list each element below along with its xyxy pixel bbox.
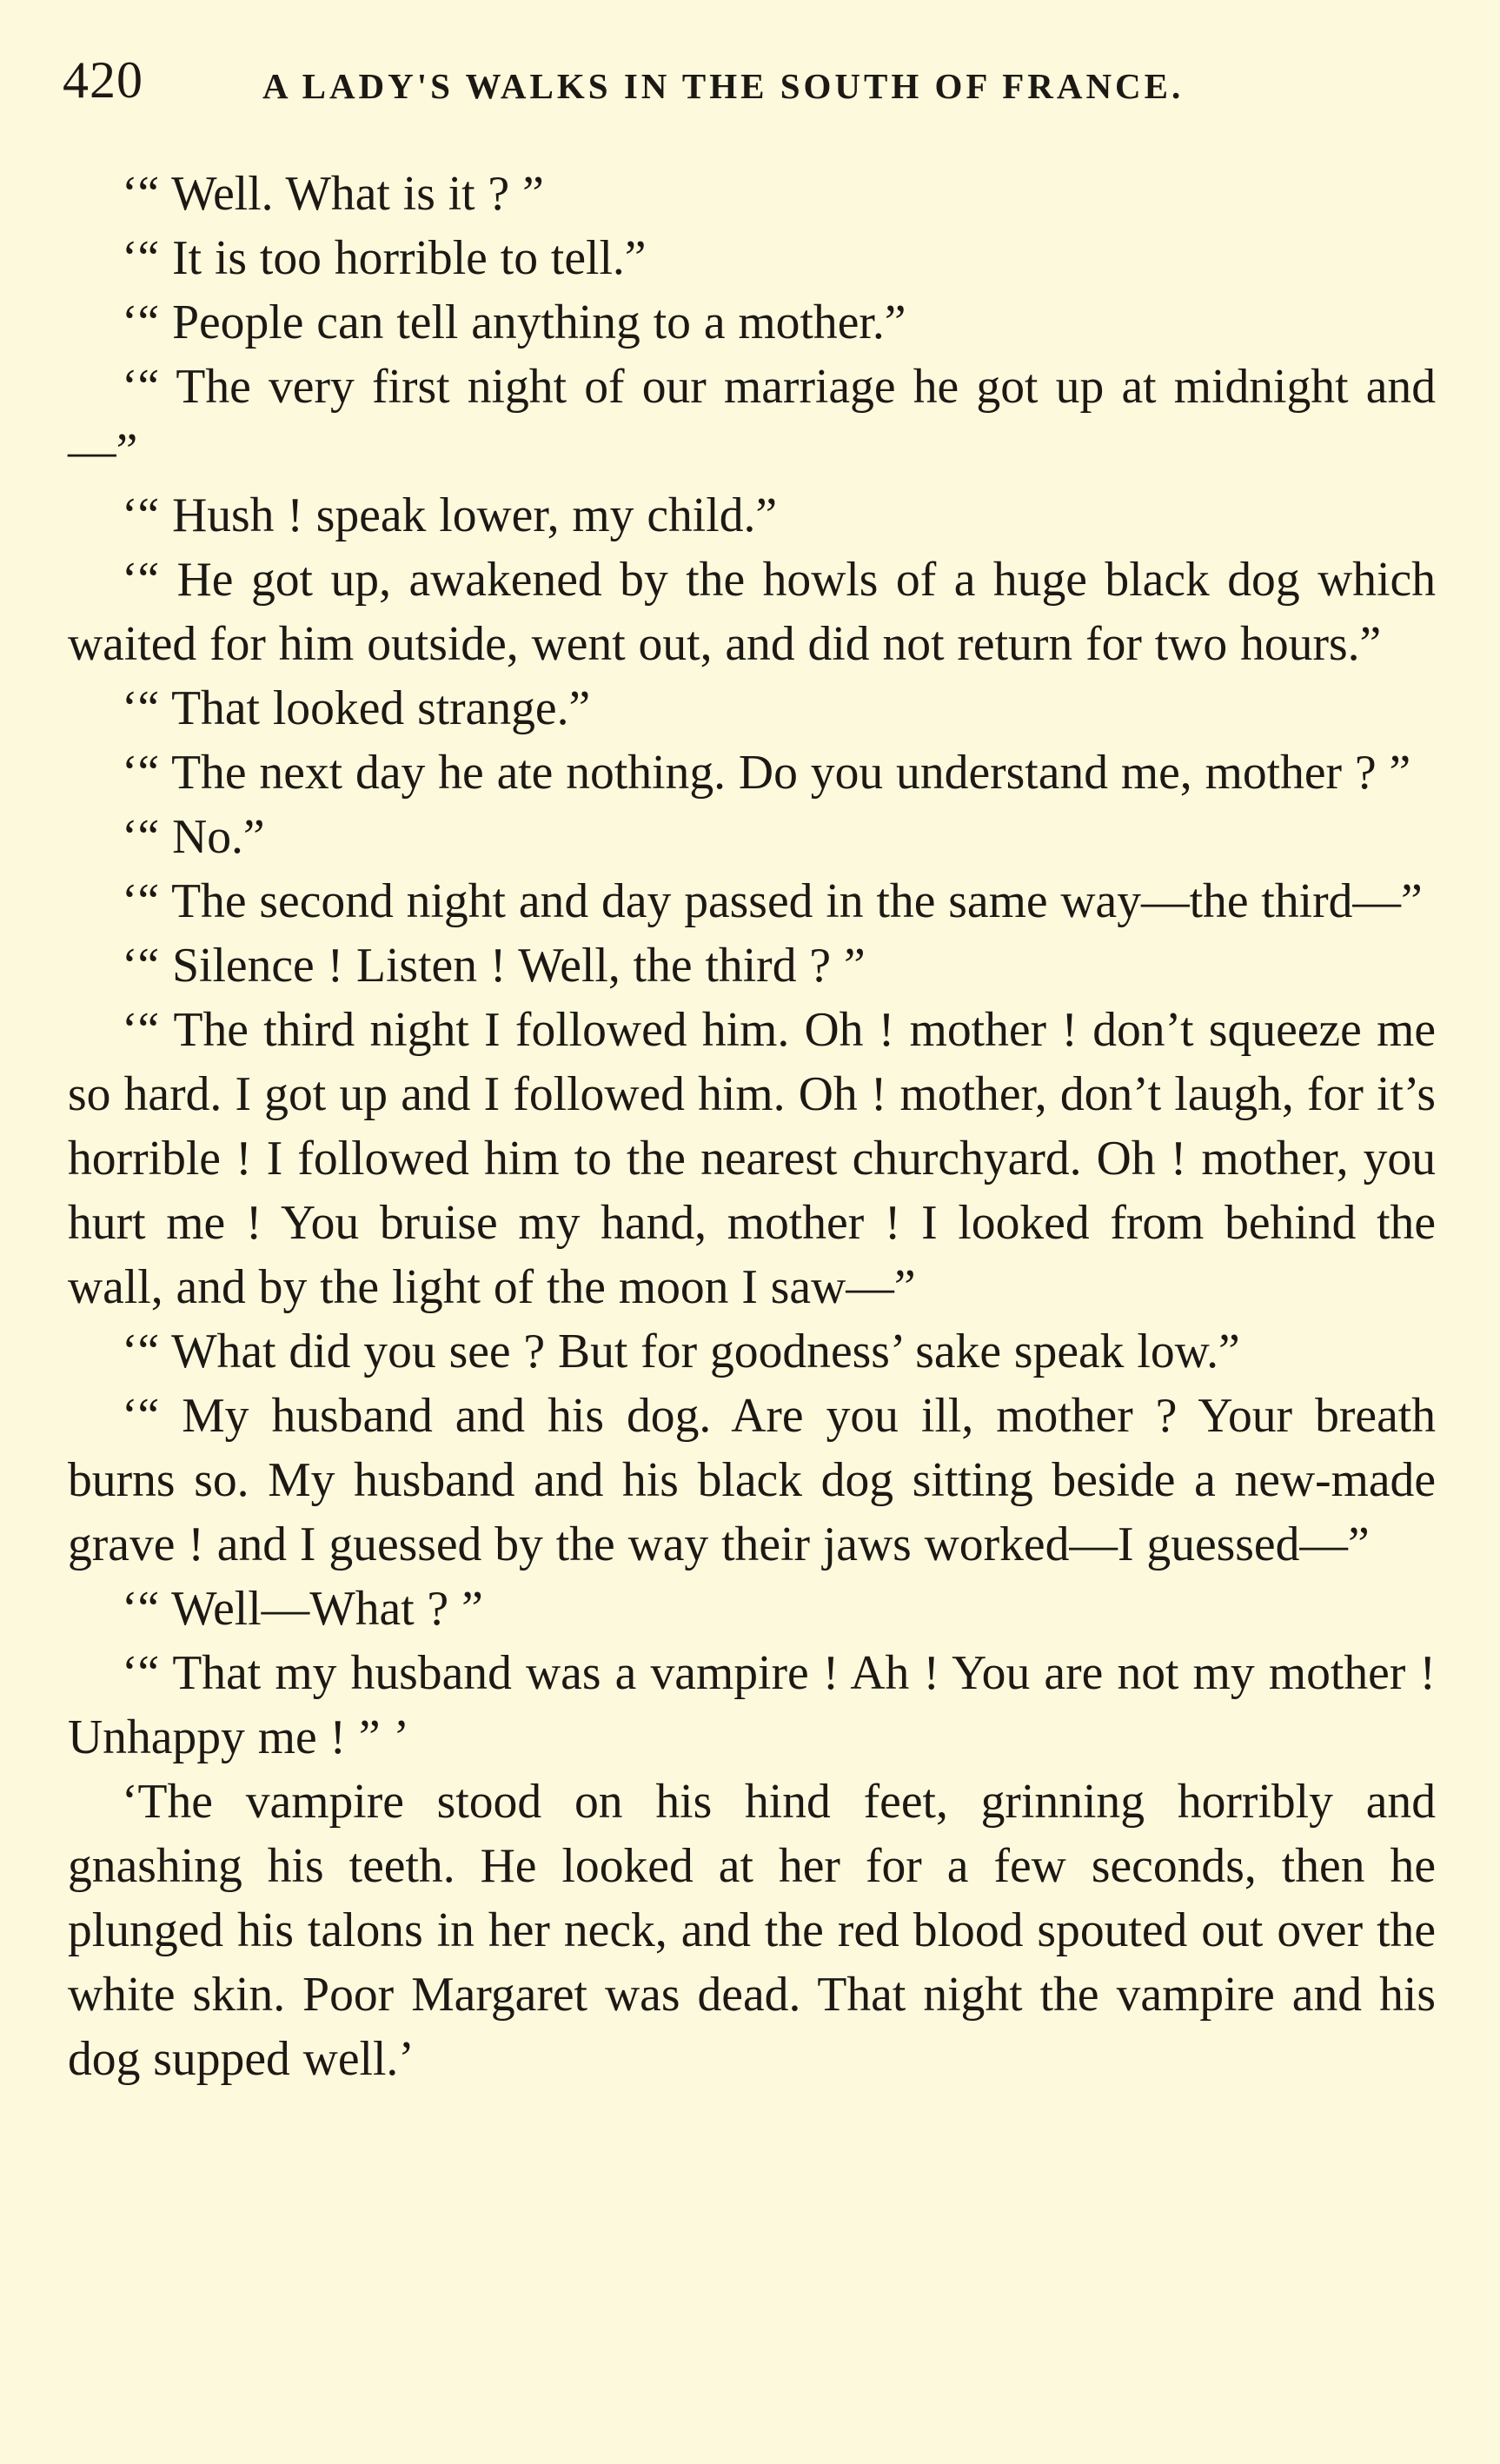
- body-text: [68, 162, 1436, 2091]
- paragraph: ‘“ Well—What ? ”: [122, 1582, 483, 1636]
- paragraph: ‘“ The very first night of our marriage he got up at midnight and—”: [68, 360, 1436, 478]
- paragraph: ‘“ He got up, awakened by the howls of a huge black dog which waited for him outside, went out, and did not return for two hours.”: [68, 553, 1436, 671]
- paragraph: ‘The vampire stood on his hind feet, grinning horribly and gnashing his teeth. He looked at her for a few seconds, then he plunged his talons in her neck, and the red blood spouted out over the white skin. Poor Margaret was dead. That night the vampire and his dog supped well.’: [68, 1775, 1436, 2086]
- paragraph: ‘“ My husband and his dog. Are you ill, mother ? Your breath burns so. My husband and his black dog sitting beside a new-made grave ! and I guessed by the way their jaws worked—I guessed—”: [68, 1389, 1436, 1571]
- paragraph: ‘“ The next day he ate nothing. Do you understand me, mother ? ”: [122, 746, 1411, 800]
- paragraph: ‘“ Silence ! Listen ! Well, the third ? ”: [122, 939, 866, 993]
- paragraph: ‘“ No.”: [122, 810, 265, 864]
- page-number: 420: [63, 51, 143, 109]
- paragraph: ‘“ That my husband was a vampire ! Ah ! You are not my mother ! Unhappy me ! ” ’: [68, 1646, 1436, 1764]
- paragraph: ‘“ The second night and day passed in the same way—the third—”: [122, 874, 1423, 928]
- paragraph: ‘“ That looked strange.”: [122, 681, 591, 735]
- paragraph: ‘“ It is too horrible to tell.”: [122, 231, 647, 285]
- paragraph: ‘“ People can tell anything to a mother.”: [122, 296, 906, 349]
- running-title: A LADY'S WALKS IN THE SOUTH OF FRANCE.: [262, 66, 1185, 106]
- paragraph: ‘“ The third night I followed him. Oh ! mother ! don’t squeeze me so hard. I got up and I followed him. Oh ! mother, don’t laugh, for it’s horrible ! I followed him to the nearest churchyard. Oh ! mother, you hurt me ! You bruise my hand, mother ! I looked from behind the wall, and by the light of the moon I saw—”: [68, 1003, 1436, 1314]
- page-header: [63, 45, 1297, 115]
- paragraph: ‘“ What did you see ? But for goodness’ sake speak low.”: [122, 1325, 1240, 1378]
- paragraph: ‘“ Hush ! speak lower, my child.”: [122, 488, 778, 542]
- paragraph: ‘“ Well. What is it ? ”: [122, 167, 544, 221]
